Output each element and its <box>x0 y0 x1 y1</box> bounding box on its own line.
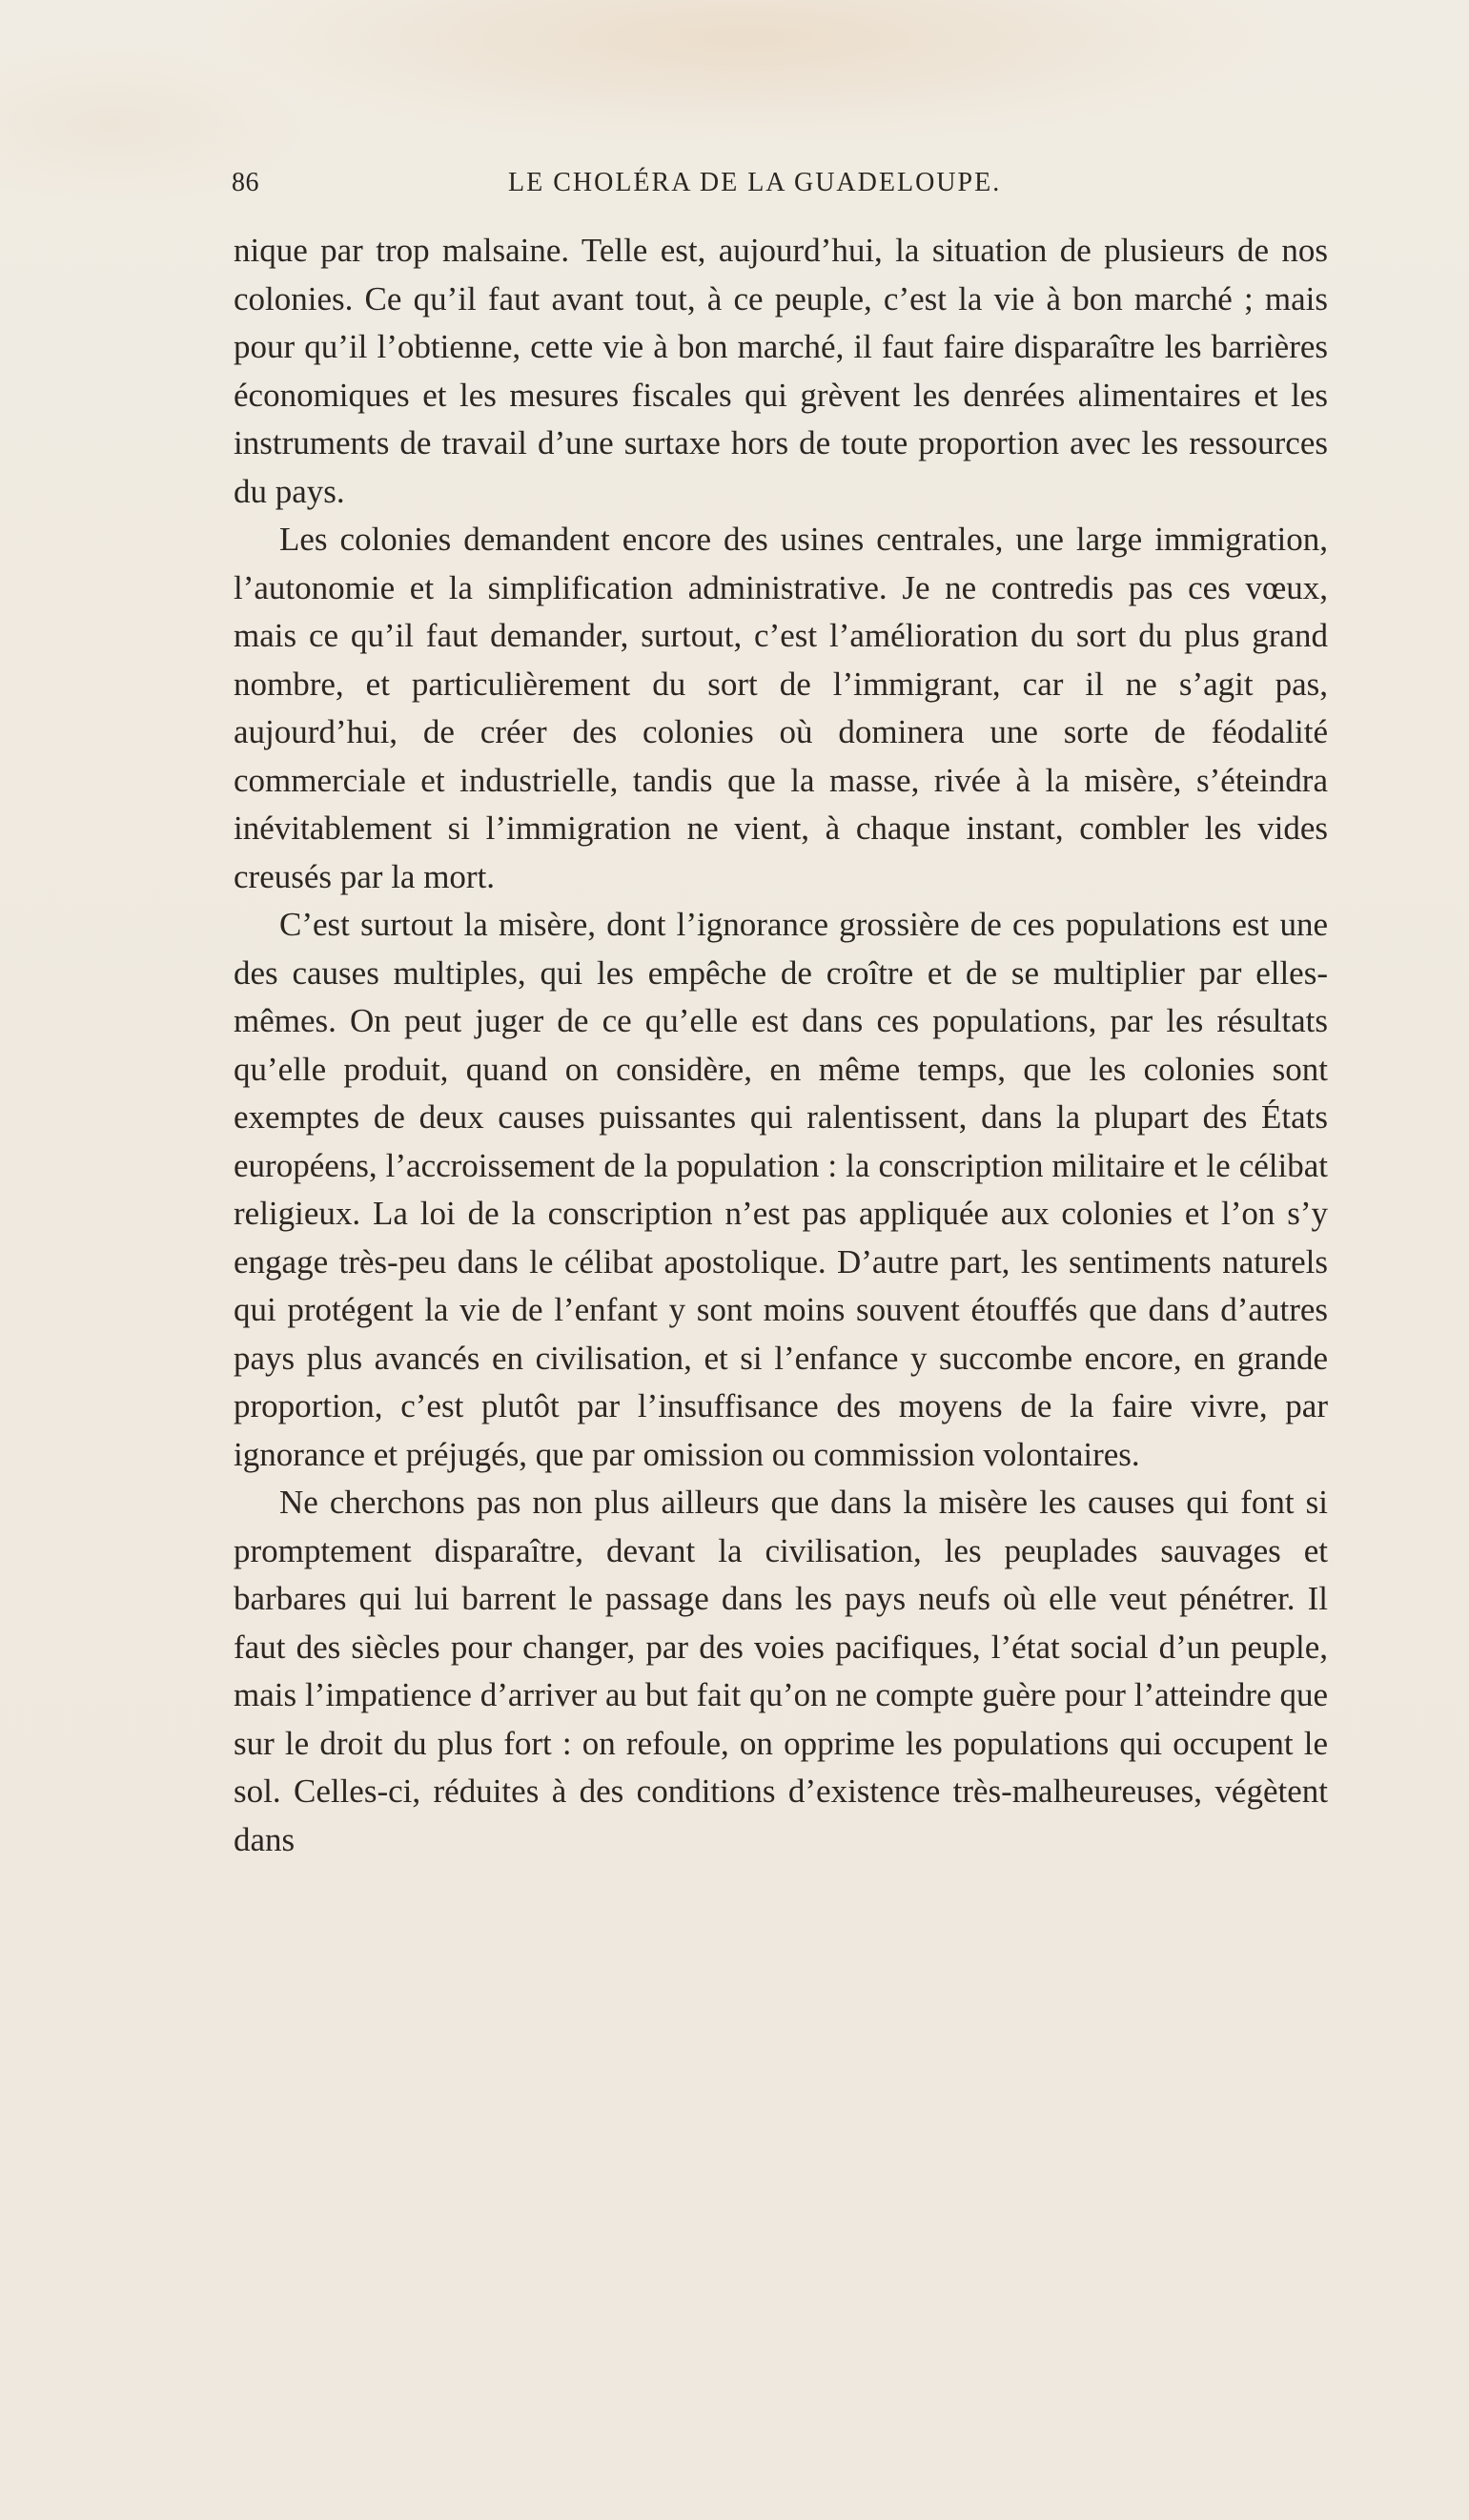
paragraph-3: C’est surtout la misère, dont l’ignorance grossière de ces populations est une des causes multiples, qui les empêche de croître et de se multiplier par elles-mêmes. On peut juger de ce qu’elle est dans ces populations, par les résultats qu’elle produit, quand on considère, en même temps, que les colonies sont exemptes de deux causes puissantes qui ralentissent, dans la plupart des États européens, l’accroissement de la population : la conscription militaire et le célibat religieux. La loi de la conscription n’est pas appliquée aux colonies et l’on s’y engage très-peu dans le célibat apostolique. D’autre part, les sentiments naturels qui protégent la vie de l’enfant y sont moins souvent étouffés que dans d’autres pays plus avancés en civilisation, et si l’enfance y succombe encore, en grande proportion, c’est plutôt par l’insuffisance des moyens de la faire vivre, par ignorance et préjugés, que par omission ou commission volontaires. <box>234 906 1328 1473</box>
paragraph-1: nique par trop malsaine. Telle est, aujourd’hui, la situation de plusieurs de nos colonies. Ce qu’il faut avant tout, à ce peuple, c’est la vie à bon marché ; mais pour qu’il l’obtienne, cette vie à bon marché, il faut faire disparaître les barrières économiques et les mesures fiscales qui grèvent les denrées alimentaires et les instruments de travail d’une surtaxe hors de toute proportion avec les ressources du pays. <box>234 232 1328 510</box>
paragraph-4: Ne cherchons pas non plus ailleurs que dans la misère les causes qui font si promptement disparaître, devant la civilisation, les peuplades sauvages et barbares qui lui barrent le passage dans les pays neufs où elle veut pénétrer. Il faut des siècles pour changer, par des voies pacifiques, l’état social d’un peuple, mais l’impatience d’arriver au but fait qu’on ne compte guère pour l’atteindre que sur le droit du plus fort : on refoule, on opprime les populations qui occupent le sol. Celles-ci, réduites à des conditions d’existence très-malheureuses, végètent dans <box>234 1484 1328 1858</box>
page-number: 86 <box>232 168 259 197</box>
page-header <box>232 168 1333 215</box>
body-text <box>234 227 1328 1864</box>
paragraph-2: Les colonies demandent encore des usines centrales, une large immigration, l’autonomie et la simplification administrative. Je ne contredis pas ces vœux, mais ce qu’il faut demander, surtout, c’est l’amélioration du sort du plus grand nombre, et particulièrement du sort de l’immigrant, car il ne s’agit pas, aujourd’hui, de créer des colonies où dominera une sorte de féodalité commerciale et industrielle, tandis que la masse, rivée à la misère, s’éteindra inévitablement si l’immigration ne vient, à chaque instant, combler les vides creusés par la mort. <box>234 521 1328 895</box>
running-title: LE CHOLÉRA DE LA GUADELOUPE. <box>508 168 1002 197</box>
